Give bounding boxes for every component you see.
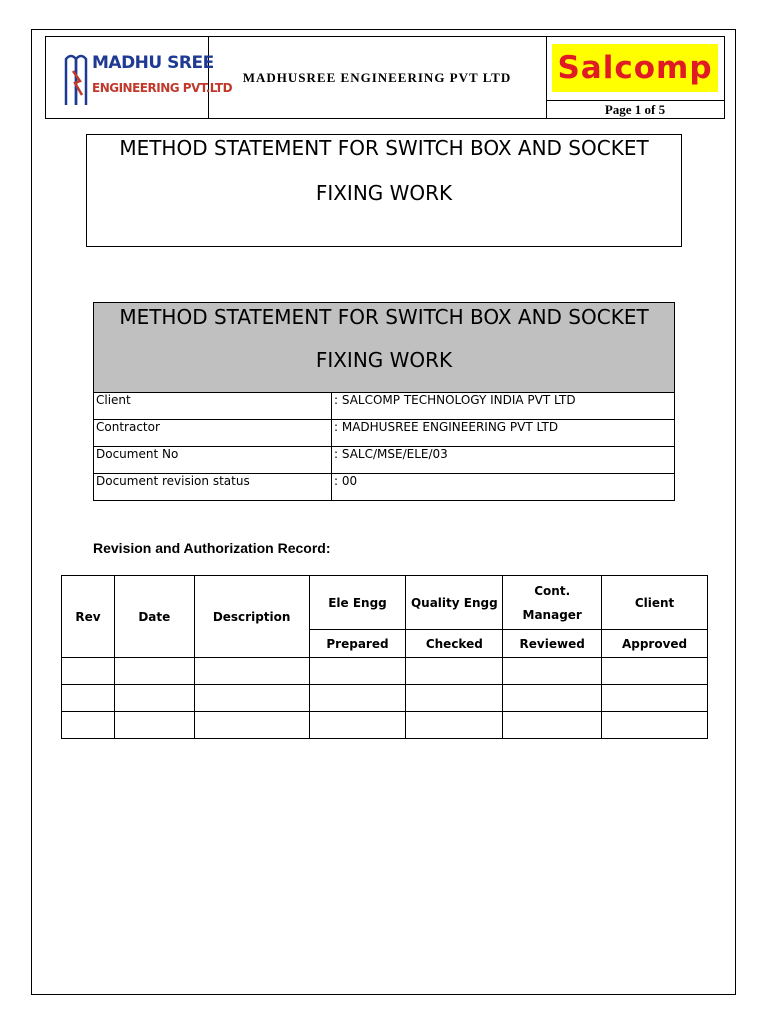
- madhusree-logo: [64, 51, 233, 107]
- document-title-line2: FIXING WORK: [315, 181, 453, 205]
- salcomp-logo-text: Salcomp: [557, 50, 713, 86]
- info-value: : SALC/MSE/ELE/03: [332, 447, 675, 474]
- header-brand-cell: [546, 37, 724, 101]
- document-header: [45, 36, 725, 119]
- salcomp-logo: [552, 44, 718, 92]
- page-number: Page 1 of 5: [604, 101, 666, 117]
- cont-manager-line1: Cont.: [534, 583, 571, 598]
- revision-row: [62, 712, 708, 739]
- company-name: MADHUSREE ENGINEERING PVT LTD: [242, 69, 512, 85]
- info-label: Document No: [94, 447, 332, 474]
- document-title-line1: METHOD STATEMENT FOR SWITCH BOX AND SOCKET: [119, 136, 649, 160]
- revision-row: [62, 685, 708, 712]
- info-row-contractor: [94, 420, 675, 447]
- col-reviewed: Reviewed: [503, 630, 602, 658]
- document-title-box: [86, 134, 682, 247]
- cont-manager-line2: Manager: [522, 607, 582, 622]
- info-row-document-no: [94, 447, 675, 474]
- document-info-table: [93, 302, 675, 501]
- revision-record-title: Revision and Authorization Record:: [93, 540, 331, 556]
- col-cont-manager: [503, 576, 602, 630]
- col-quality-engg: Quality Engg: [406, 576, 503, 630]
- revision-table: [61, 575, 708, 739]
- header-logo-cell: [46, 37, 233, 118]
- header-company-cell: [208, 37, 547, 118]
- col-rev: Rev: [62, 576, 115, 658]
- col-ele-engg: Ele Engg: [309, 576, 406, 630]
- info-table-heading-row: [94, 303, 675, 393]
- info-heading-line2: FIXING WORK: [315, 348, 453, 372]
- col-date: Date: [114, 576, 194, 658]
- madhusree-logo-line1: MADHU SREE: [92, 53, 214, 73]
- info-table-heading: [94, 303, 675, 393]
- info-label: Document revision status: [94, 474, 332, 501]
- info-value: : MADHUSREE ENGINEERING PVT LTD: [332, 420, 675, 447]
- madhusree-logo-line2: ENGINEERING PVT.LTD: [92, 81, 233, 95]
- col-approved: Approved: [602, 630, 708, 658]
- col-checked: Checked: [406, 630, 503, 658]
- info-value: : SALCOMP TECHNOLOGY INDIA PVT LTD: [332, 393, 675, 420]
- info-value: : 00: [332, 474, 675, 501]
- info-row-client: [94, 393, 675, 420]
- revision-row: [62, 658, 708, 685]
- info-label: Contractor: [94, 420, 332, 447]
- col-client: Client: [602, 576, 708, 630]
- revision-header-row: [62, 576, 708, 630]
- col-description: Description: [194, 576, 309, 658]
- header-page-cell: [546, 101, 724, 118]
- info-label: Client: [94, 393, 332, 420]
- info-heading-line1: METHOD STATEMENT FOR SWITCH BOX AND SOCKET: [119, 305, 649, 329]
- info-row-revision-status: [94, 474, 675, 501]
- madhusree-logo-mark-icon: [64, 51, 90, 107]
- col-prepared: Prepared: [309, 630, 406, 658]
